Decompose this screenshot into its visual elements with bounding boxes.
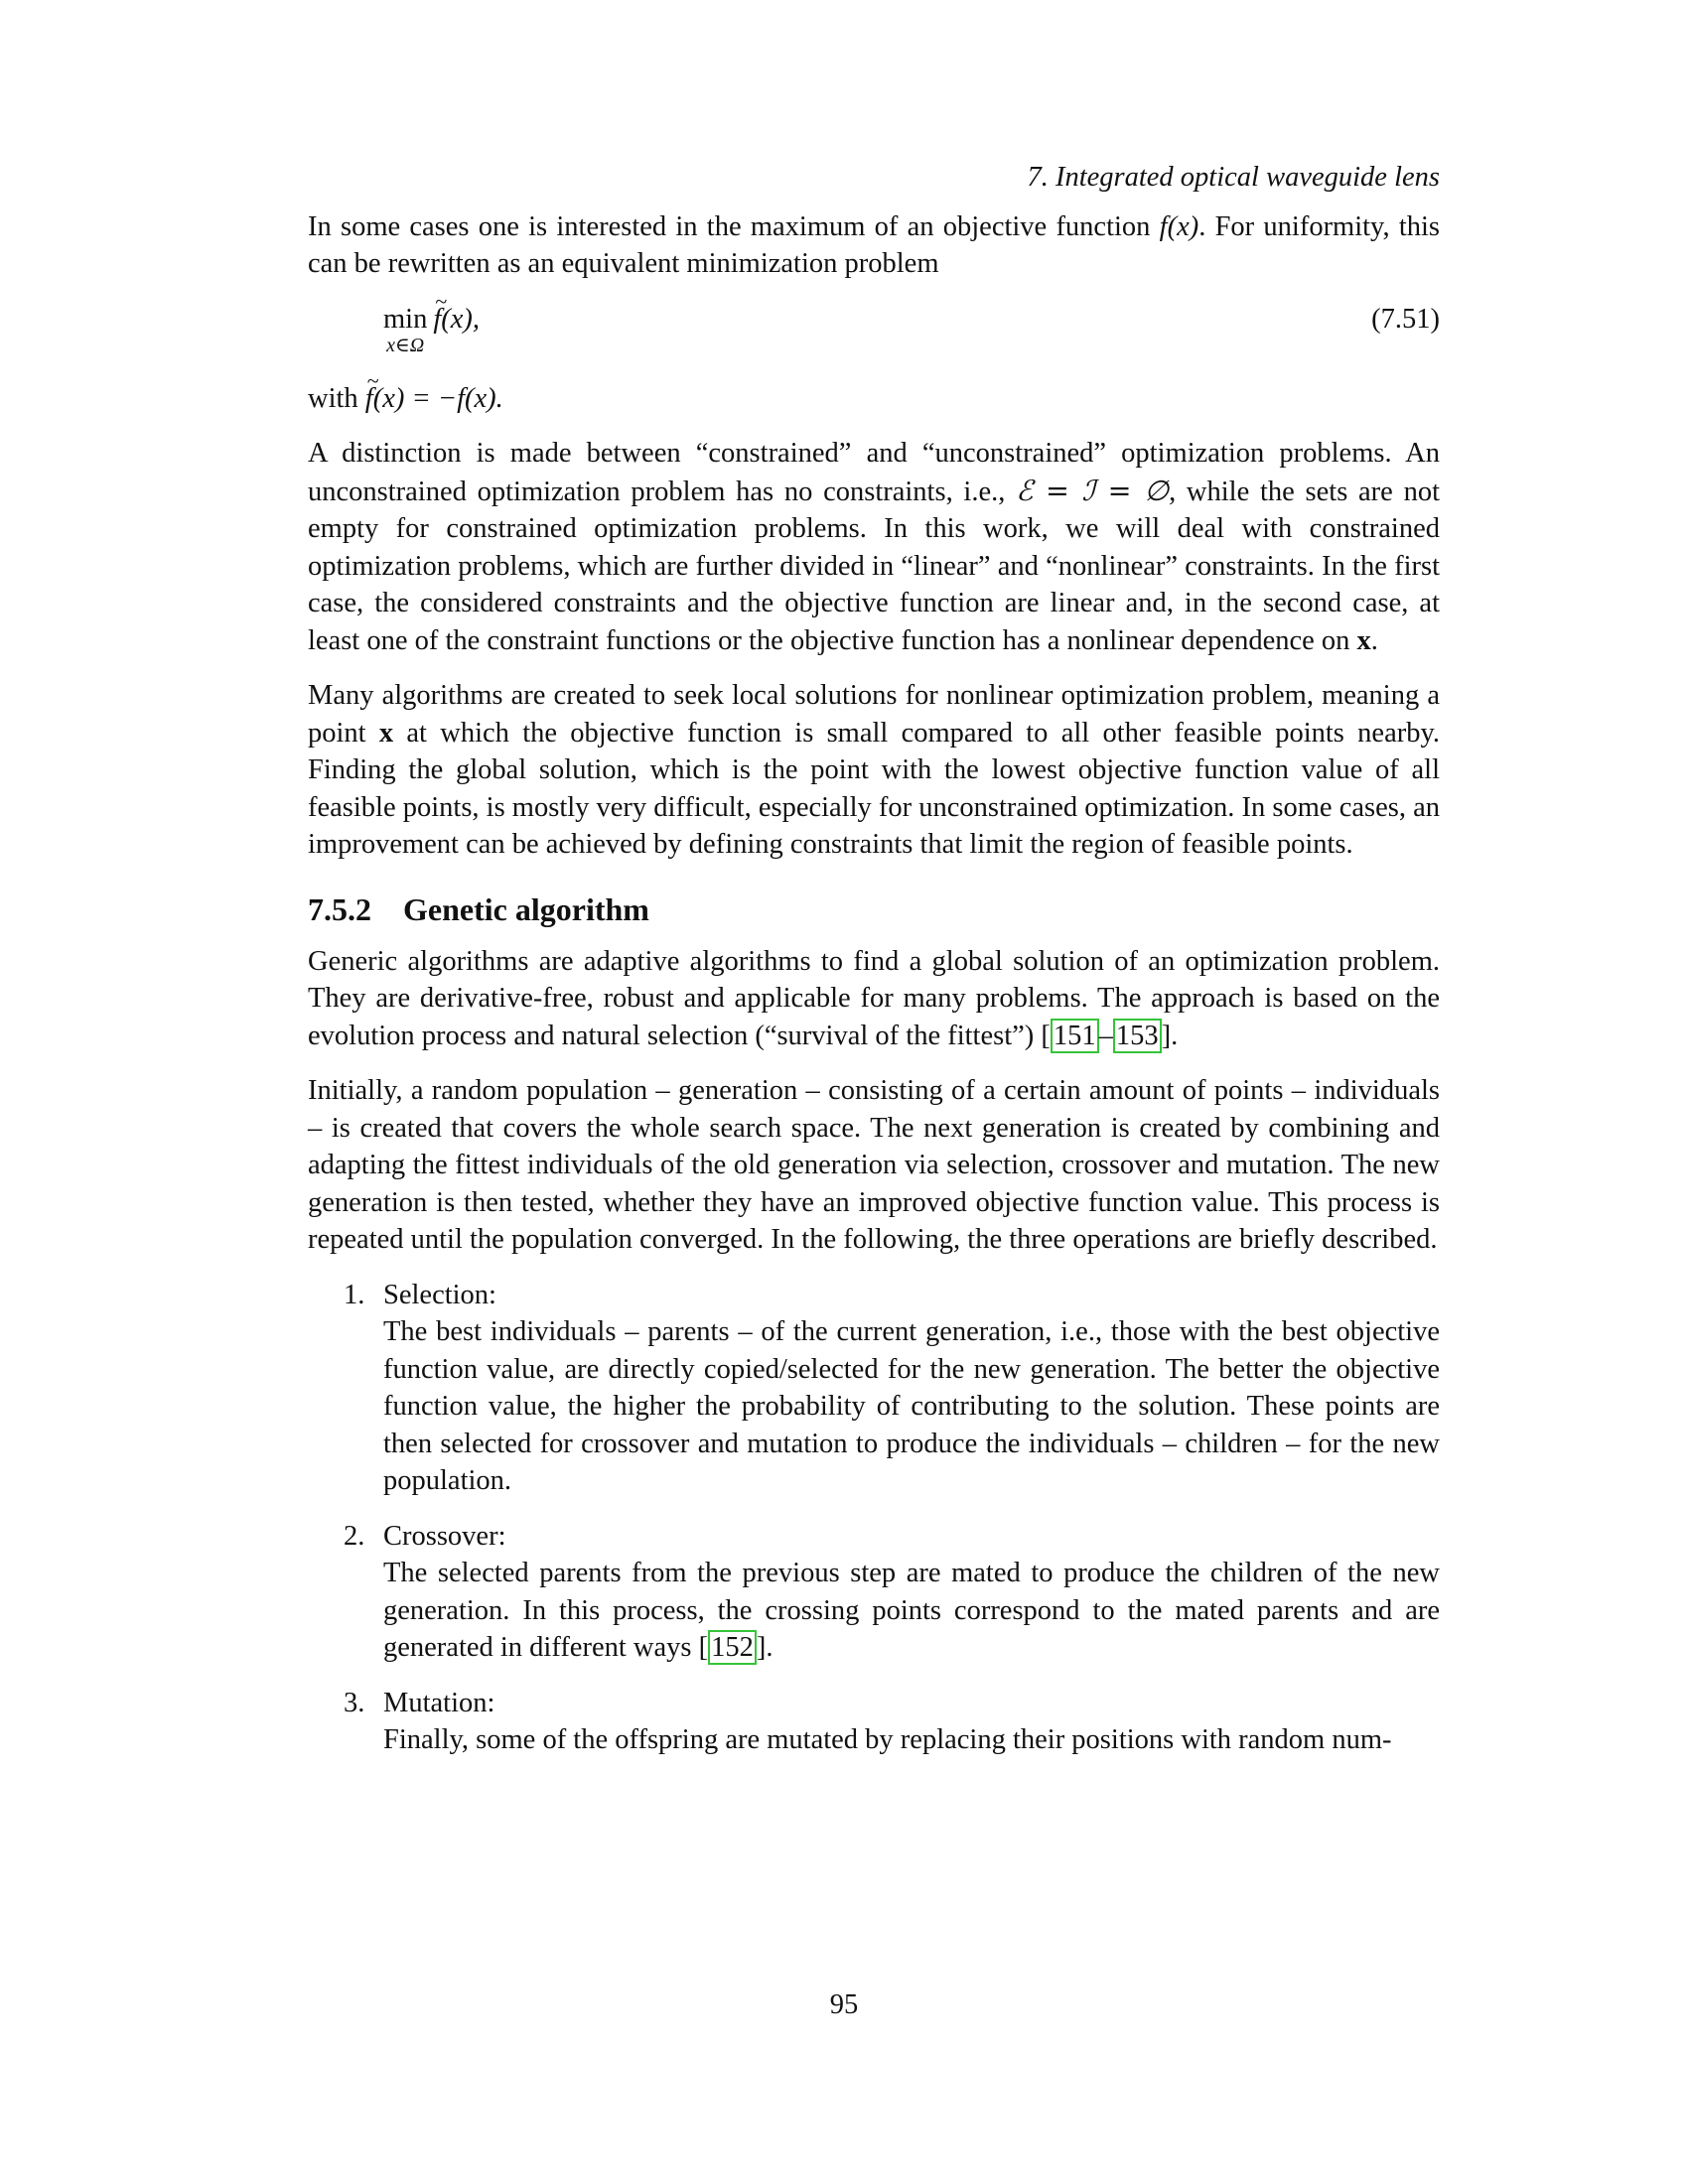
list-item-selection: 1. Selection: The best individuals – parents – of the current generation, i.e., those with the best objective function value, are directly copied/selected for the new generation. The better the objective function value, the higher the probability of contributing to the solution. These points are then selected for crossover and mutation to produce the individuals – children – for the new population. <box>344 1279 1440 1496</box>
citation-link[interactable]: 153 <box>1113 1019 1162 1053</box>
operations-list <box>308 1277 1440 1759</box>
page-number: 95 <box>829 1989 859 2020</box>
list-item-mutation: 3. Mutation: Finally, some of the offspring are mutated by replacing their positions with random num- <box>344 1687 1392 1755</box>
math-x: x <box>1356 624 1371 656</box>
section-number: 7.5.2 <box>308 890 371 927</box>
f-tilde-inline: ~ f <box>365 380 373 418</box>
math-x: x <box>378 717 394 749</box>
paragraph-objective-max: In some cases one is interested in the maximum of an objective function f(x). For uniformity, this can be rewritten as an equivalent minimization problem <box>308 210 1440 279</box>
list-item-crossover: 2. Crossover: The selected parents from the previous step are mated to produce the children of the new generation. In this process, the crossing points correspond to the mated parents and are generated in different ways [ 152 ]. <box>344 1520 1440 1663</box>
running-head: 7. Integrated optical waveguide lens <box>1027 162 1440 193</box>
math-empty-sets: ℰ = ℐ = ∅ <box>1016 474 1170 507</box>
section-heading <box>308 889 1440 929</box>
equation-7-51 <box>308 301 1440 372</box>
with-line: with ~ f(x) = −f(x). <box>308 380 1440 418</box>
min-operator: min x∈Ω <box>383 303 428 356</box>
paragraph-local-solutions: Many algorithms are created to seek local solutions for nonlinear optimization problem, meaning a point x at which the objective function is small compared to all other feasible points nearby. Finding the global solution, which is the point with the lowest objective function value of all feasible points, is mostly very difficult, especially for unconstrained optimization. In some cases, an improvement can be achieved by defining constraints that limit the region of feasible points. <box>308 680 1440 860</box>
equation-number: (7.51) <box>1371 303 1440 335</box>
f-tilde: ~ f <box>433 305 441 335</box>
page-body <box>308 159 1440 1777</box>
paragraph-genetic-intro: Generic algorithms are adaptive algorithms to find a global solution of an optimization problem. They are derivative-free, robust and applicable for many problems. The approach is based on the evolution process and natural selection (“survival of the fittest”) [ 151 – 153 ]. <box>308 945 1440 1051</box>
citation-link[interactable]: 151 <box>1051 1019 1099 1053</box>
equation-body: min x∈Ω ~ f(x), <box>383 305 480 356</box>
math-fx: f(x) <box>1159 210 1199 242</box>
paragraph-population: Initially, a random population – generation – consisting of a certain amount of points – individuals – is created that covers the whole search space. The next generation is created by combining and adapting the fittest individuals of the old generation via selection, crossover and mutation. The new generation is then tested, whether they have an improved objective function value. This process is repeated until the population converged. In the following, the three operations are briefly described. <box>308 1075 1440 1255</box>
min-subscript: x∈Ω <box>386 334 425 356</box>
citation-link[interactable]: 152 <box>708 1630 757 1665</box>
section-title: Genetic algorithm <box>403 890 649 927</box>
paragraph-constrained: A distinction is made between “constrained” and “unconstrained” optimization problems. An unconstrained optimization problem has no constraints, i.e., ℰ = ℐ = ∅, while the sets are not empty for constrained optimization problems. In this work, we will deal with constrained optimization problems, which are further divided in “linear” and “nonlinear” constraints. In the first case, the considered constraints and the objective function are linear and, in the second case, at least one of the constraint functions or the objective function has a nonlinear dependence on x. <box>308 438 1440 656</box>
